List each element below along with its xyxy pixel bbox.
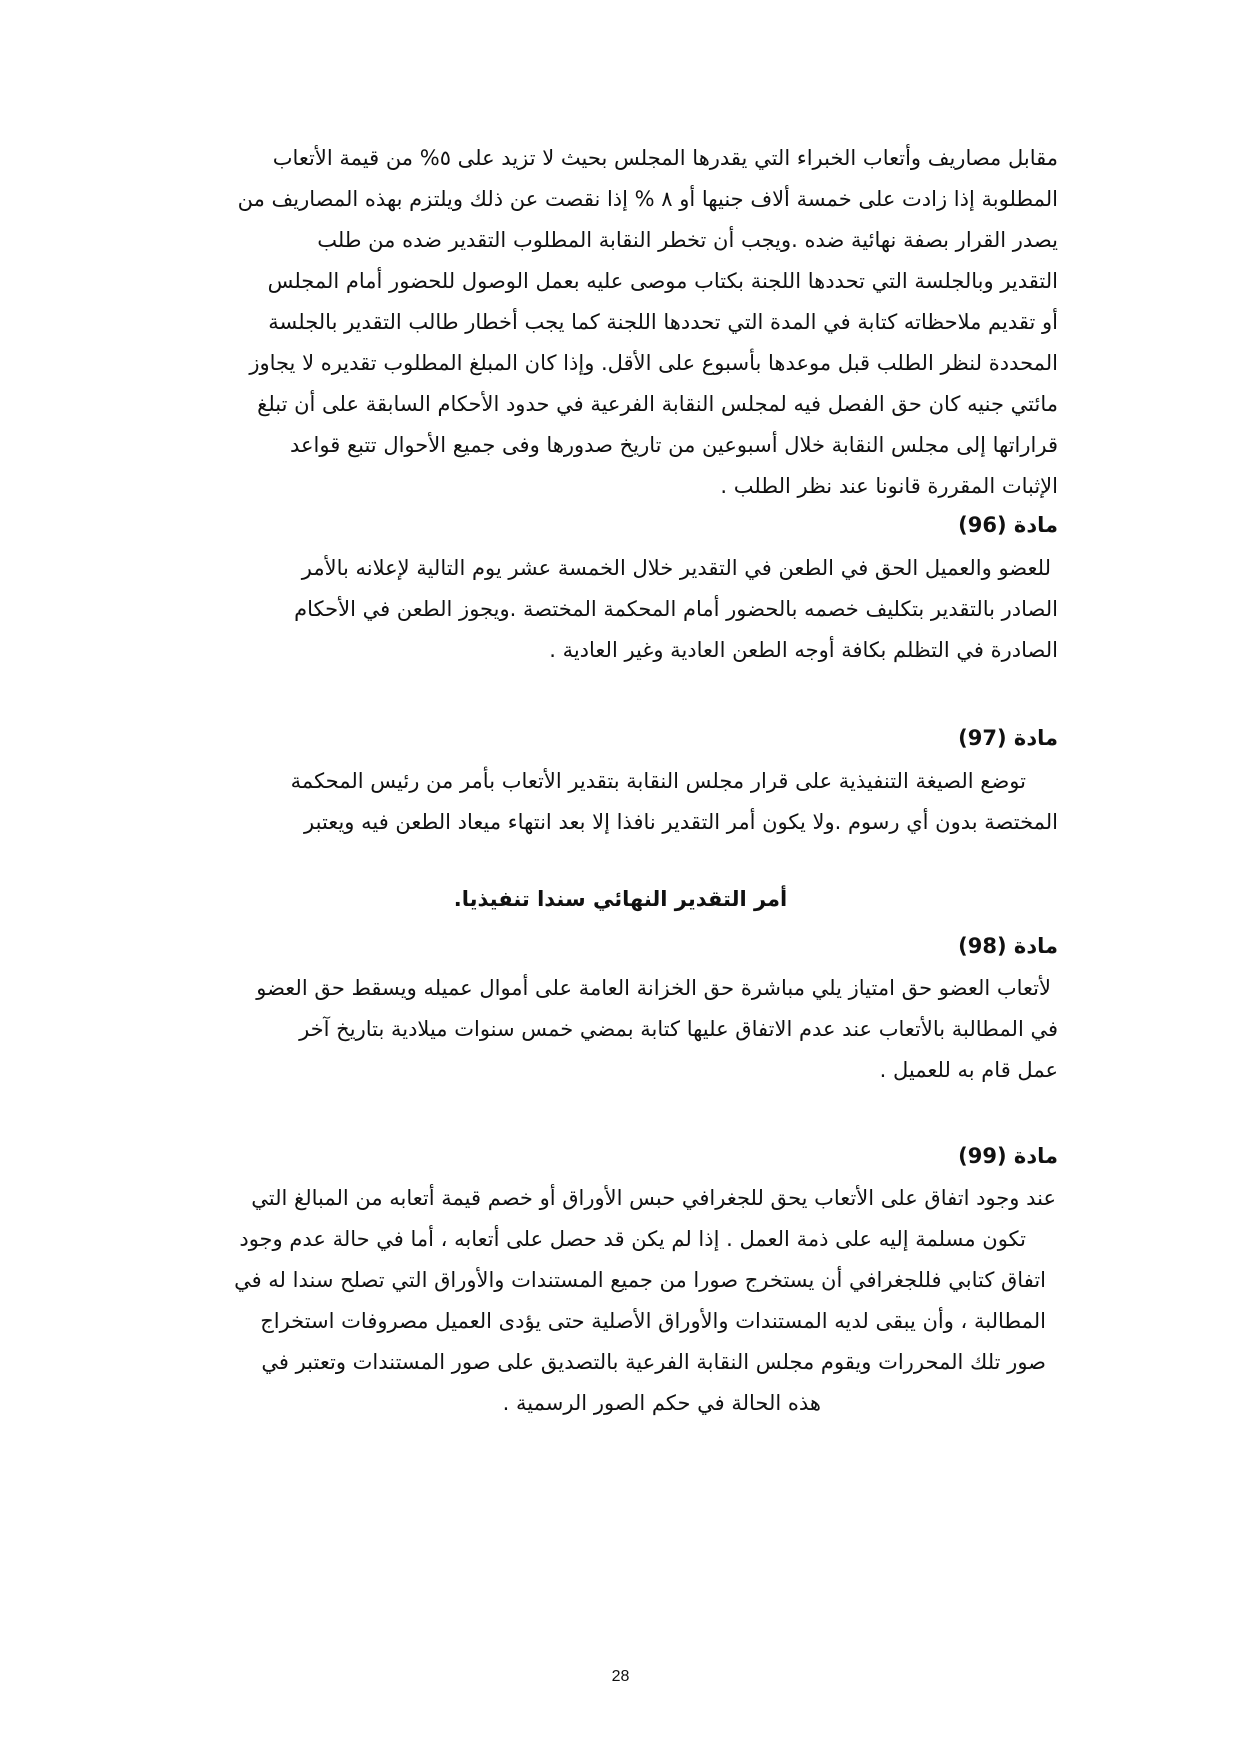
article-line: عمل قام به للعميل . xyxy=(879,1058,1058,1082)
article-line: في المطالبة بالأتعاب عند عدم الاتفاق عليها كتابة بمضي خمس سنوات ميلادية بتاريخ آخر xyxy=(299,1017,1058,1041)
article-line: توضع الصيغة التنفيذية على قرار مجلس النقابة بتقدير الأتعاب بأمر من رئيس المحكمة xyxy=(290,769,1026,793)
article-heading: مادة (98) xyxy=(958,934,1058,958)
article-line: الصادر بالتقدير بتكليف خصمه بالحضور أمام المحكمة المختصة .ويجوز الطعن في الأحكام xyxy=(294,597,1058,621)
article-heading: مادة (99) xyxy=(958,1144,1058,1168)
page-number: 28 xyxy=(611,1668,630,1685)
article-line: المختصة بدون أي رسوم .ولا يكون أمر التقدير نافذا إلا بعد انتهاء ميعاد الطعن فيه ويعتبر xyxy=(304,810,1058,834)
article-heading: مادة (96) xyxy=(958,513,1058,537)
article-line: صور تلك المحررات ويقوم مجلس النقابة الفرعية بالتصديق على صور المستندات وتعتبر في xyxy=(261,1350,1046,1374)
article-line: اتفاق كتابي فللجغرافي أن يستخرج صورا من جميع المستندات والأوراق التي تصلح سندا له في xyxy=(234,1268,1046,1292)
intro-line: قراراتها إلى مجلس النقابة خلال أسبوعين من تاريخ صدورها وفى جميع الأحوال تتبع قواعد xyxy=(290,433,1058,457)
article-heading: مادة (97) xyxy=(958,726,1058,750)
article-centered-line: أمر التقدير النهائي سندا تنفيذيا. xyxy=(453,887,788,911)
intro-line: مقابل مصاريف وأتعاب الخبراء التي يقدرها المجلس بحيث لا تزيد على ٥% من قيمة الأتعاب xyxy=(272,146,1058,170)
intro-line: مائتي جنيه كان حق الفصل فيه لمجلس النقابة الفرعية في حدود الأحكام السابقة على أن تبلغ xyxy=(257,392,1058,416)
article-line: عند وجود اتفاق على الأتعاب يحق للجغرافي حبس الأوراق أو خصم قيمة أتعابه من المبالغ التي xyxy=(251,1186,1056,1210)
article-line: المطالبة ، وأن يبقى لديه المستندات والأوراق الأصلية حتى يؤدى العميل مصروفات استخراج xyxy=(260,1309,1046,1333)
intro-line: التقدير وبالجلسة التي تحددها اللجنة بكتاب موصى عليه بعمل الوصول للحضور أمام المجلس xyxy=(267,269,1058,293)
article-line: لأتعاب العضو حق امتياز يلي مباشرة حق الخزانة العامة على أموال عميله ويسقط حق العضو xyxy=(256,976,1051,1000)
intro-line: يصدر القرار بصفة نهائية ضده .ويجب أن تخطر النقابة المطلوب التقدير ضده من طلب xyxy=(317,228,1058,252)
intro-line: المحددة لنظر الطلب قبل موعدها بأسبوع على الأقل. وإذا كان المبلغ المطلوب تقديره لا يجاوز xyxy=(249,351,1058,375)
article-line: الصادرة في التظلم بكافة أوجه الطعن العادية وغير العادية . xyxy=(549,638,1058,662)
article-line: للعضو والعميل الحق في الطعن في التقدير خلال الخمسة عشر يوم التالية لإعلانه بالأمر xyxy=(301,556,1051,580)
intro-line: الإثبات المقررة قانونا عند نظر الطلب . xyxy=(720,474,1058,498)
intro-line: المطلوبة إذا زادت على خمسة ألاف جنيها أو ٨ % إذا نقصت عن ذلك ويلتزم بهذه المصاريف من xyxy=(237,187,1058,211)
intro-line: أو تقديم ملاحظاته كتابة في المدة التي تحددها اللجنة كما يجب أخطار طالب التقدير بالجلسة xyxy=(268,310,1058,334)
article-line: تكون مسلمة إليه على ذمة العمل . إذا لم يكن قد حصل على أتعابه ، أما في حالة عدم وجود xyxy=(239,1227,1026,1251)
article-line: هذه الحالة في حكم الصور الرسمية . xyxy=(502,1391,821,1415)
